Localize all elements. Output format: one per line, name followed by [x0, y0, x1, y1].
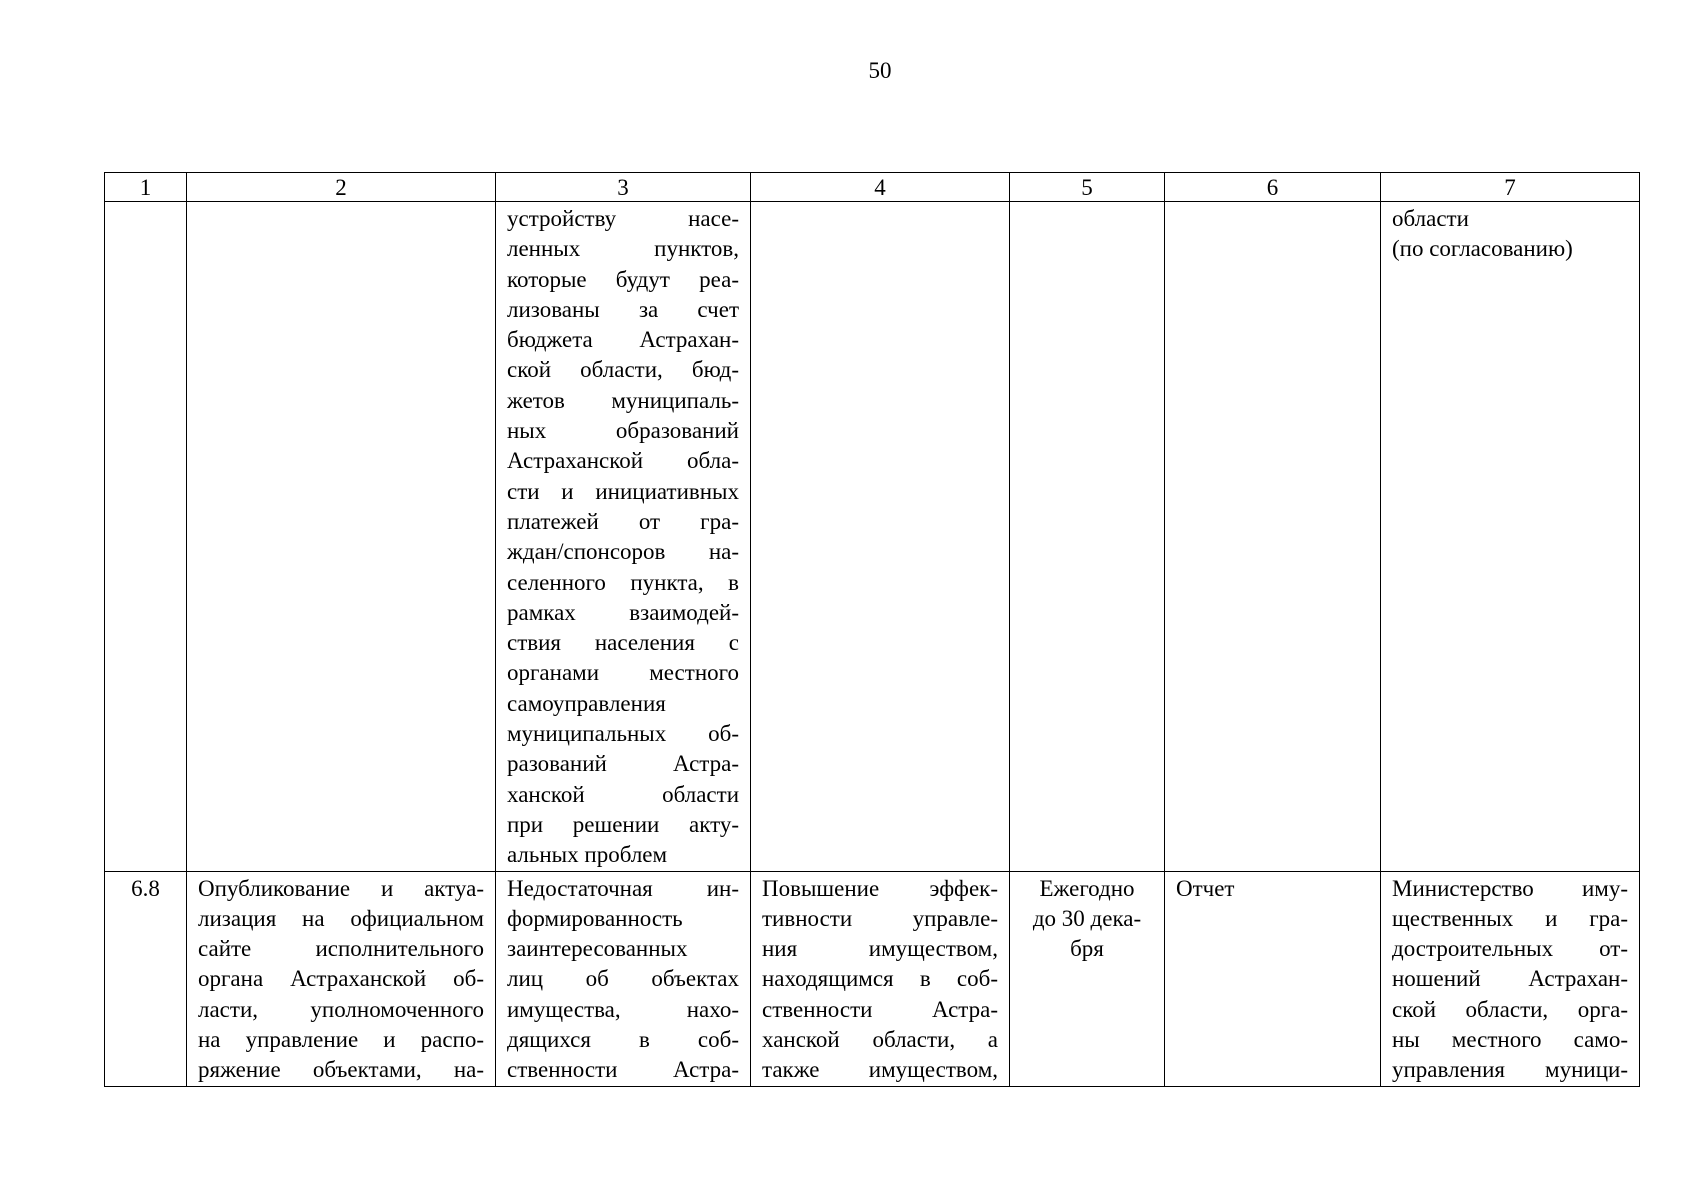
text-line: ния имуществом, [762, 936, 998, 962]
text-line: заинтересованных [507, 936, 688, 962]
cell-measure [187, 871, 496, 1086]
text-line: формированность [507, 905, 683, 931]
text-line: альных проблем [507, 842, 668, 868]
text-line: ханской области, а [762, 1027, 998, 1053]
cell-executor [1381, 871, 1640, 1086]
cell-report-form: Отчет [1165, 871, 1381, 1086]
column-number-header: 2 [187, 173, 496, 202]
text-line: при решении акту- [507, 811, 739, 837]
text-line: лиц об объектах [507, 966, 739, 992]
text-line: Астраханской обла- [507, 448, 739, 474]
text-line: ственности Астра- [762, 996, 998, 1022]
text-line: имущества, нахо- [507, 996, 739, 1022]
text-line: сайте исполнительного [198, 936, 484, 962]
text-line: органа Астраханской об- [198, 966, 484, 992]
text-line: ской области, орга- [1392, 996, 1628, 1022]
table-row-6-8 [105, 871, 1640, 1086]
page-number: 50 [868, 58, 892, 83]
text-line: которые будут реа- [507, 266, 739, 292]
cell-problem [496, 871, 751, 1086]
column-number-header: 6 [1165, 173, 1381, 202]
text-line: селенного пункта, в [507, 569, 739, 595]
text-line: рамках взаимодей- [507, 599, 739, 625]
text-line: жетов муниципаль- [507, 387, 739, 413]
text-line: самоуправления [507, 690, 666, 716]
text-line: ласти, уполномоченного [198, 996, 484, 1022]
text-line: на управление и распо- [198, 1027, 484, 1053]
column-number-header: 1 [105, 173, 187, 202]
text-line: органами местного [507, 660, 739, 686]
text-line: разований Астра- [507, 751, 739, 777]
text-line: устройству насе- [507, 206, 739, 231]
text-line: управления муници- [1392, 1057, 1628, 1083]
text-line: ленных пунктов, [507, 236, 739, 262]
text-line: лизованы за счет [507, 296, 739, 322]
text-line: платежей от гра- [507, 508, 739, 534]
column-number-header: 7 [1381, 173, 1640, 202]
text-line: ханской области [507, 781, 739, 807]
text-line: ствия населения с [507, 630, 739, 656]
text-line: ской области, бюд- [507, 357, 739, 383]
column-number-row [105, 173, 1640, 202]
text-line: муниципальных об- [507, 721, 739, 747]
text-line: Повышение эффек- [762, 875, 998, 901]
text-line: щественных и гра- [1392, 905, 1628, 931]
cell-deadline [1010, 871, 1165, 1086]
cell-executor-continued [1381, 202, 1640, 872]
cell-empty [187, 202, 496, 872]
text-line: дящихся в соб- [507, 1027, 739, 1053]
cell-result [751, 871, 1010, 1086]
text-line: ны местного само- [1392, 1027, 1628, 1053]
cell-empty [751, 202, 1010, 872]
text-line: лизация на официальном [198, 905, 484, 931]
text-line: ных образований [507, 418, 739, 444]
cell-empty [105, 202, 187, 872]
column-number-header: 5 [1010, 173, 1165, 202]
text-line: ношений Астрахан- [1392, 966, 1628, 992]
text-line: Недостаточная ин- [507, 875, 739, 901]
text-line: ственности Астра- [507, 1057, 739, 1083]
text-line: тивности управле- [762, 905, 998, 931]
text-line: бюджета Астрахан- [507, 327, 739, 353]
text-line: Министерство иму- [1392, 875, 1628, 901]
column-number-header: 4 [751, 173, 1010, 202]
text-line: также имуществом, [762, 1057, 998, 1083]
text-line: ряжение объектами, на- [198, 1057, 484, 1083]
measures-table [104, 172, 1640, 1087]
cell-item-number: 6.8 [105, 871, 187, 1086]
text-line: сти и инициативных [507, 478, 739, 504]
text-line: бря [1070, 936, 1104, 962]
cell-problem-continued [496, 202, 751, 872]
cell-empty [1010, 202, 1165, 872]
text-line: Опубликование и актуа- [198, 875, 484, 901]
column-number-header: 3 [496, 173, 751, 202]
text-line: достроительных от- [1392, 936, 1628, 962]
cell-empty [1165, 202, 1381, 872]
text-line: находящимся в соб- [762, 966, 998, 992]
text-line: Ежегодно [1039, 875, 1135, 901]
text-line: области [1392, 206, 1469, 231]
text-line: (по согласованию) [1392, 236, 1573, 262]
text-line: до 30 дека- [1032, 905, 1142, 931]
table-row-continued [105, 202, 1640, 872]
text-line: ждан/спонсоров на- [507, 539, 739, 565]
